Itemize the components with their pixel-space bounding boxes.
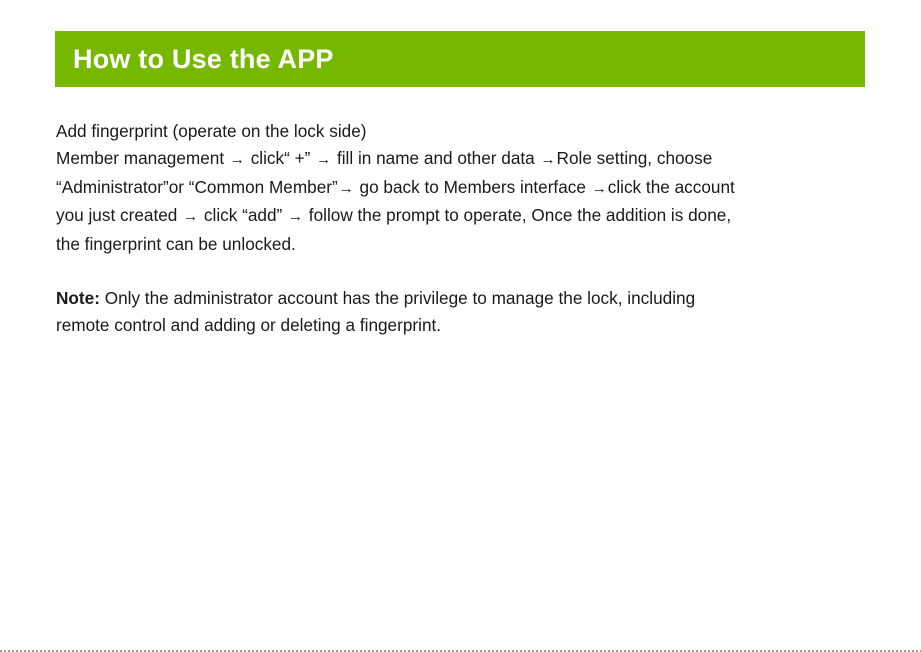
section-title: How to Use the APP xyxy=(73,43,334,74)
note-line-1 xyxy=(56,285,856,312)
step-click-add: click “add” xyxy=(203,205,283,226)
arrow-icon: → xyxy=(338,179,354,197)
step-click-account: click the account xyxy=(607,176,735,197)
instruction-line-3 xyxy=(56,202,856,231)
step-member-management: Member management xyxy=(56,147,225,168)
step-click-plus: click“ +” xyxy=(250,147,311,168)
step-fill-in-data: fill in name and other data xyxy=(336,147,535,168)
note-label: Note: xyxy=(56,287,100,308)
arrow-icon: → xyxy=(316,150,332,168)
instruction-line-1 xyxy=(56,145,856,174)
note-text-1: Only the administrator account has the privilege to manage the lock, including xyxy=(99,287,696,308)
step-follow-prompt: follow the prompt to operate, Once the addition is done, xyxy=(308,205,732,226)
instruction-line-4: the fingerprint can be unlocked. xyxy=(56,234,296,255)
arrow-icon: → xyxy=(183,208,199,226)
instructions-heading: Add fingerprint (operate on the lock side) xyxy=(56,121,367,141)
section-header-banner xyxy=(55,31,865,87)
step-go-back-members: go back to Members interface xyxy=(359,176,586,197)
note-paragraph xyxy=(56,285,856,339)
note-line-2: remote control and adding or deleting a fingerprint. xyxy=(56,314,442,335)
instruction-line-2 xyxy=(56,174,856,203)
arrow-icon: → xyxy=(229,150,245,168)
paragraph-spacer xyxy=(56,258,856,285)
arrow-icon: → xyxy=(540,150,556,168)
arrow-icon: → xyxy=(591,179,607,197)
step-account-created: you just created xyxy=(56,205,178,226)
instructions-paragraph xyxy=(56,118,856,258)
step-role-setting: Role setting, choose xyxy=(556,147,713,168)
content-area xyxy=(56,118,856,338)
step-choose-role: “Administrator”or “Common Member” xyxy=(56,176,338,197)
arrow-icon: → xyxy=(288,208,304,226)
